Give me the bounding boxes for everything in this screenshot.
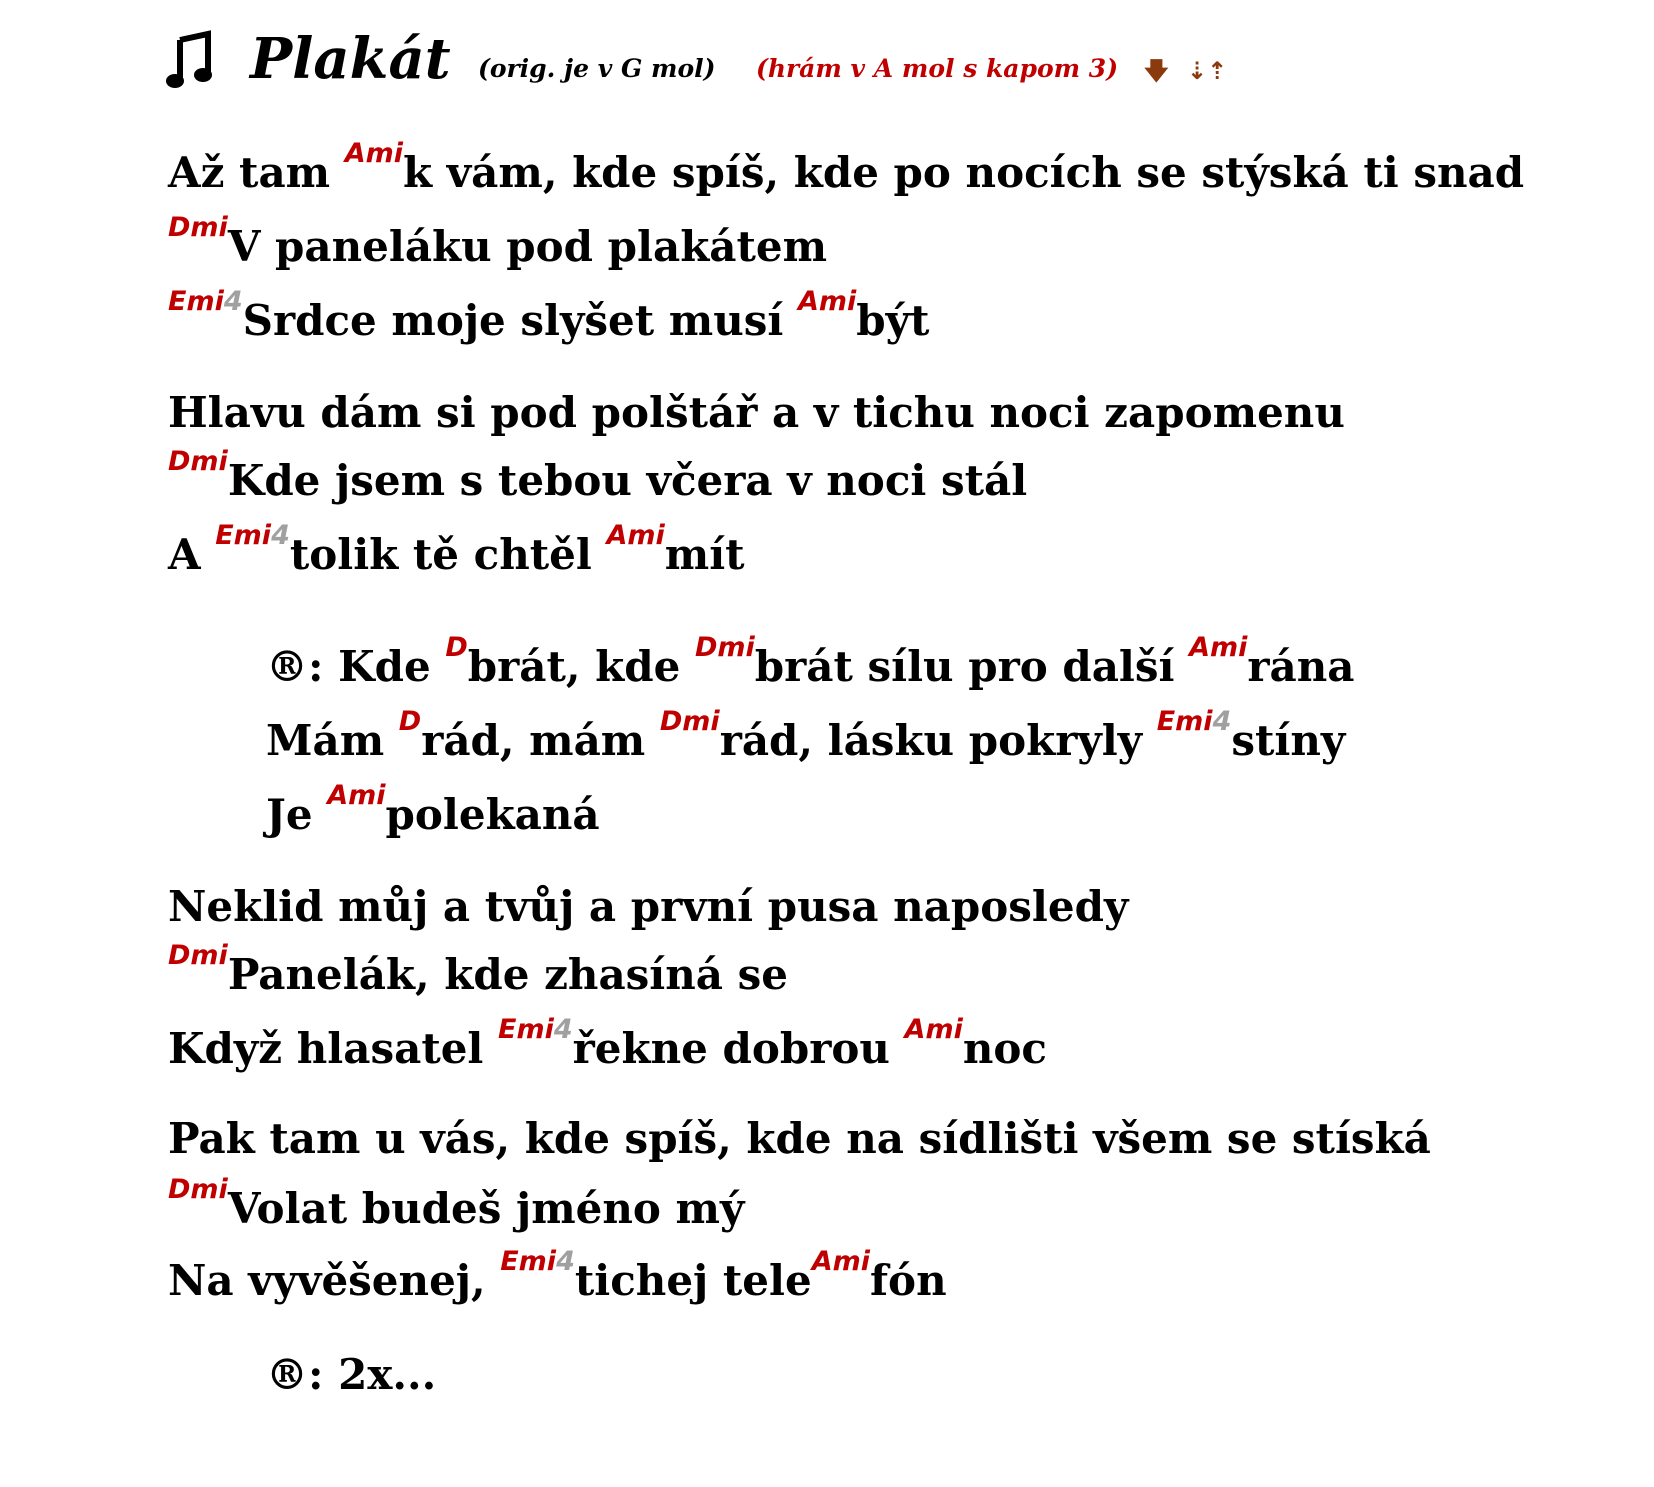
lyric-text: Srdce moje slyšet musí bbox=[242, 296, 798, 345]
lyric-text: rána bbox=[1247, 642, 1355, 691]
lyric-line bbox=[168, 1114, 1431, 1163]
chord: Ami bbox=[327, 780, 386, 811]
capo-note: (hrám v A mol s kapom 3) bbox=[756, 54, 1119, 83]
lyric-line bbox=[168, 212, 828, 271]
chord bbox=[215, 520, 290, 551]
chord: Dmi bbox=[659, 706, 720, 737]
chord-extension: 4 bbox=[1212, 706, 1232, 737]
lyric-line bbox=[168, 940, 789, 999]
lyric-text: fón bbox=[869, 1256, 947, 1305]
lyric-text: rád, lásku pokryly bbox=[719, 716, 1157, 765]
lyric-text: mít bbox=[664, 530, 745, 579]
lyric-text: brát, kde bbox=[467, 642, 695, 691]
lyric-text: polekaná bbox=[385, 790, 600, 839]
song-title: Plakát bbox=[250, 26, 451, 92]
chord bbox=[1157, 706, 1232, 737]
chord: D bbox=[398, 706, 422, 737]
chord-extension: 4 bbox=[223, 286, 243, 317]
chord: Ami bbox=[797, 286, 857, 317]
chord-root: Emi bbox=[500, 1246, 557, 1277]
chord: Dmi bbox=[168, 940, 228, 971]
lyric-line bbox=[168, 1174, 745, 1233]
chorus-line bbox=[266, 780, 600, 839]
chord: Dmi bbox=[168, 212, 228, 243]
transpose-down-icon[interactable]: 🡇 bbox=[1144, 57, 1169, 85]
chorus-repeat bbox=[266, 1350, 436, 1399]
chord-root: Emi bbox=[1156, 706, 1213, 737]
lyric-text: Na vyvěšenej, bbox=[168, 1256, 501, 1305]
chord: Ami bbox=[606, 520, 665, 551]
chord: Ami bbox=[344, 138, 404, 169]
lyric-text: ®: 2x... bbox=[266, 1350, 437, 1399]
transpose-controls bbox=[1144, 54, 1237, 95]
chord: Ami bbox=[811, 1246, 870, 1277]
lyric-text: noc bbox=[962, 1024, 1047, 1073]
lyric-text: Kde jsem s tebou včera v noci stál bbox=[227, 456, 1028, 505]
lyric-line bbox=[168, 388, 1345, 437]
chord bbox=[168, 286, 243, 317]
chorus-line bbox=[266, 632, 1355, 691]
chord-root: Emi bbox=[498, 1014, 554, 1045]
chord: D bbox=[445, 632, 468, 663]
chord-extension: 4 bbox=[271, 520, 290, 551]
chord-root: Emi bbox=[215, 520, 272, 551]
lyric-line bbox=[168, 446, 1028, 505]
lyric-text: tichej tele bbox=[574, 1256, 812, 1305]
lyric-text: být bbox=[856, 296, 930, 345]
lyric-line bbox=[168, 520, 745, 579]
lyric-line bbox=[168, 138, 1525, 197]
chord: Ami bbox=[1189, 632, 1248, 663]
music-note-icon bbox=[166, 30, 214, 90]
lyric-text: Hlavu dám si pod polštář a v tichu noci zapomenu bbox=[168, 388, 1345, 437]
lyric-text: V paneláku pod plakátem bbox=[227, 222, 828, 271]
lyric-line bbox=[168, 286, 930, 345]
lyric-text: stíny bbox=[1231, 716, 1346, 765]
chord-extension: 4 bbox=[556, 1246, 575, 1277]
lyric-line bbox=[168, 1014, 1047, 1073]
lyric-text: brát sílu pro další bbox=[754, 642, 1190, 691]
original-key-note: (orig. je v G mol) bbox=[478, 54, 716, 83]
chord bbox=[498, 1014, 573, 1045]
chord: Dmi bbox=[168, 446, 228, 477]
lyric-text: Neklid můj a tvůj a první pusa naposledy bbox=[168, 882, 1129, 931]
chord-extension: 4 bbox=[553, 1014, 573, 1045]
lyric-text: Mám bbox=[266, 716, 399, 765]
chord bbox=[500, 1246, 575, 1277]
lyric-text: rád, mám bbox=[421, 716, 660, 765]
lyric-text: Panelák, kde zhasíná se bbox=[227, 950, 789, 999]
chord: Dmi bbox=[694, 632, 755, 663]
transpose-toggle-icon[interactable]: ⇣⇡ bbox=[1187, 57, 1228, 85]
chord: Dmi bbox=[168, 1174, 228, 1205]
lyric-line bbox=[168, 1246, 947, 1305]
chord: Ami bbox=[904, 1014, 963, 1045]
chorus-line bbox=[266, 706, 1346, 765]
lyric-text: řekne dobrou bbox=[572, 1024, 905, 1073]
lyric-line bbox=[168, 882, 1128, 931]
lyric-text: A bbox=[168, 530, 216, 579]
lyric-text: Až tam bbox=[168, 148, 345, 197]
lyric-text: tolik tě chtěl bbox=[289, 530, 607, 579]
lyric-text: Volat budeš jméno mý bbox=[227, 1184, 745, 1233]
lyric-text: k vám, kde spíš, kde po nocích se stýská ti snad bbox=[403, 148, 1525, 197]
lyric-text: ®: Kde bbox=[266, 642, 446, 691]
chord-root: Emi bbox=[168, 286, 224, 317]
lyric-text: Pak tam u vás, kde spíš, kde na sídlišti všem se stíská bbox=[168, 1114, 1431, 1163]
lyric-text: Když hlasatel bbox=[168, 1024, 499, 1073]
lyric-text: Je bbox=[266, 790, 328, 839]
